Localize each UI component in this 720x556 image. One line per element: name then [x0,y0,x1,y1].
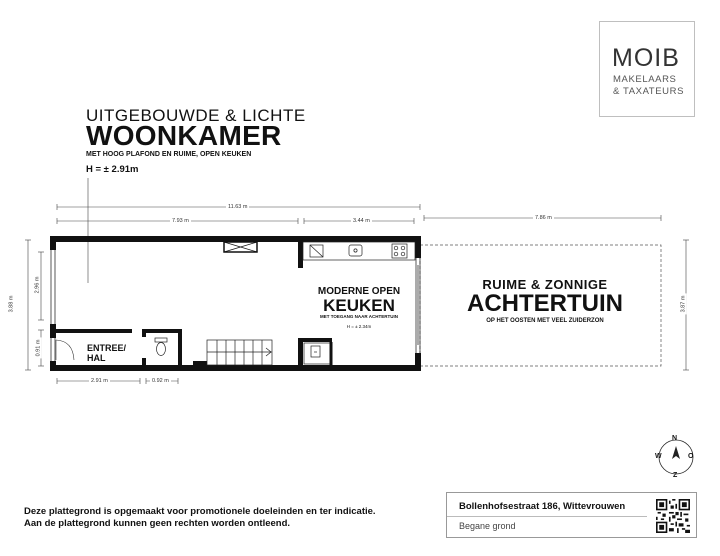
dim-label-living: 7.93 m [172,218,189,224]
address-text: Bollenhofsestraat 186, Wittevrouwen [459,501,626,512]
wall-top [50,236,421,242]
wall-entree-top [56,329,132,333]
storage-cupboard [304,343,331,364]
heading-subtitle: UITGEBOUWDE & LICHTE [86,106,306,125]
address-box [446,492,697,538]
dim-label-bottom-left: 2.91 m [91,378,108,384]
wall-toilet-left-top [142,329,146,337]
dim-label-right-depth: 3.87 m [680,295,687,313]
wall-toilet-left-bottom [142,358,146,365]
address-divider [447,516,647,517]
entree-label [87,343,126,363]
entree-label-line2: HAL [87,353,106,363]
dim-label-left-depth: 3.88 m [8,295,15,313]
wall-kitchen-partition-bottom [298,338,303,365]
front-window [51,250,55,361]
logo-line-1: MAKELAARS [613,74,677,85]
floor-label: Begane grond [459,521,516,531]
dim-label-kitchen: 3.44 m [353,218,370,224]
wall-toilet-right [178,329,182,365]
wall-storage-top [298,338,332,342]
wall-stub [193,361,207,365]
qr-code-icon [656,499,690,533]
wall-left-mid [50,324,56,338]
disclaimer-line1: Deze plattegrond is opgemaakt voor promotionele doeleinden en ter indicatie. [24,506,376,517]
stairs [207,340,272,365]
wall-left-top [50,236,56,250]
fireplace [224,242,257,252]
wall-bottom [50,365,421,371]
heading-height: H = ± 2.91m [86,164,139,175]
logo-brand: MOIB [612,44,680,72]
entree-label-line1: ENTREE/ [87,343,127,353]
garden-label-line3: OP HET OOSTEN MET VEEL ZUIDERZON [486,318,604,324]
dim-label-left-lower: 0.91 m [35,339,42,357]
kitchen-label-height: H = ± 2.34m [346,324,372,329]
disclaimer-line2: Aan de plattegrond kunnen geen rechten worden ontleend. [24,518,291,529]
kitchen-label-line2: KEUKEN [323,296,395,315]
kitchen-stove [392,244,407,258]
wall-right-bottom [415,353,421,371]
logo-line-2: & TAXATEURS [613,86,685,97]
kitchen-sink [349,245,362,256]
kitchen-label-line1: MODERNE OPEN [317,286,401,297]
compass-e: O [688,453,694,460]
dim-label-bottom-right: 0.92 m [152,378,169,384]
toilet [155,338,167,356]
dim-label-total: 11.63 m [228,204,248,210]
wall-kitchen-partition-top [298,242,303,268]
garden-label-line2: ACHTERTUIN [467,290,623,317]
dim-label-garden: 7.86 m [535,215,552,221]
heading-description: MET HOOG PLAFOND EN RUIME, OPEN KEUKEN [86,151,252,158]
compass-w: W [655,453,662,460]
dim-label-left-upper: 2.96 m [34,276,41,294]
kitchen-label-line3: MET TOEGANG NAAR ACHTERTUIN [320,314,398,319]
wall-toilet-top [142,329,180,333]
heading-title: WOONKAMER [86,120,282,151]
kitchen-counter [303,242,415,260]
entree-door-swing [56,340,74,360]
wall-right-top [415,236,421,258]
compass-n: N [672,435,678,442]
compass-s: Z [673,472,678,479]
garden-label-line1: RUIME & ZONNIGE [482,277,608,292]
